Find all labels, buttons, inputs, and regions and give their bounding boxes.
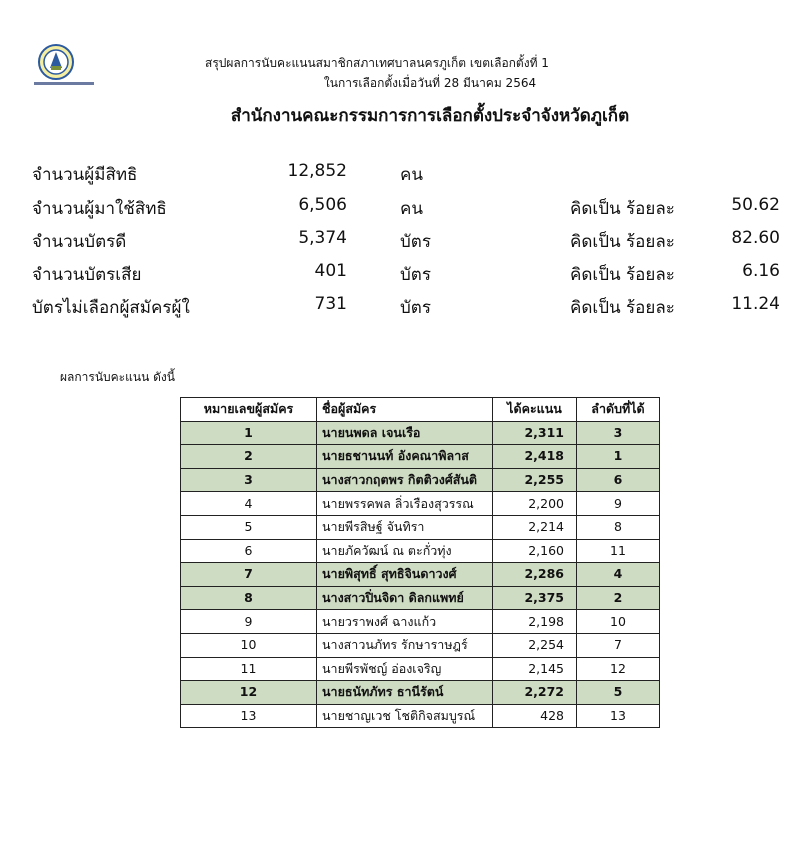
stat-row-turnout — [32, 195, 780, 223]
candidate-name: นายพิสุทธิ์ สุทธิจินดาวงศ์ — [317, 563, 493, 587]
candidate-number: 12 — [181, 681, 317, 705]
candidate-number: 2 — [181, 445, 317, 469]
office-name: สำนักงานคณะกรรมการการเลือกตั้งประจำจังหวัดภูเก็ต — [230, 106, 630, 126]
table-row — [181, 610, 660, 634]
candidate-number: 11 — [181, 657, 317, 681]
stat-row-invalid-ballots — [32, 261, 780, 289]
stat-percent-label: คิดเป็น ร้อยละ — [570, 232, 675, 252]
candidate-number: 7 — [181, 563, 317, 587]
results-table — [180, 397, 660, 728]
stat-label: บัตรไม่เลือกผู้สมัครผู้ใ — [32, 298, 190, 318]
stat-value: 401 — [314, 261, 347, 281]
candidate-votes: 2,286 — [493, 563, 577, 587]
stat-unit: คน — [400, 199, 423, 219]
table-row — [181, 445, 660, 469]
stat-unit: บัตร — [400, 232, 431, 252]
candidate-rank: 8 — [577, 515, 660, 539]
candidate-name: นางสาวนภัทร รักษาราษฎร์ — [317, 633, 493, 657]
table-header-row — [181, 398, 660, 422]
ect-emblem-icon — [34, 40, 94, 90]
candidate-rank: 2 — [577, 586, 660, 610]
candidate-number: 3 — [181, 468, 317, 492]
candidate-rank: 5 — [577, 681, 660, 705]
candidate-votes: 2,311 — [493, 421, 577, 445]
candidate-name: นายพรรคพล ลิ่วเรืองสุวรรณ — [317, 492, 493, 516]
table-row — [181, 421, 660, 445]
candidate-votes: 2,160 — [493, 539, 577, 563]
stat-row-eligible — [32, 161, 772, 189]
table-row — [181, 586, 660, 610]
candidate-rank: 1 — [577, 445, 660, 469]
candidate-votes: 2,214 — [493, 515, 577, 539]
stat-unit: บัตร — [400, 265, 431, 285]
candidate-name: นางสาวกฤตพร กิตติวงศ์สันติ — [317, 468, 493, 492]
candidate-name: นางสาวปิ่นจิดา ดิลกแพทย์ — [317, 586, 493, 610]
candidate-number: 1 — [181, 421, 317, 445]
candidate-rank: 9 — [577, 492, 660, 516]
stat-percent: 11.24 — [731, 294, 780, 314]
candidate-votes: 2,255 — [493, 468, 577, 492]
candidate-votes: 2,418 — [493, 445, 577, 469]
candidate-name: นายพีรสิษฐ์ จันทิรา — [317, 515, 493, 539]
candidate-name: นายนพดล เจนเรือ — [317, 421, 493, 445]
table-row — [181, 492, 660, 516]
candidate-number: 5 — [181, 515, 317, 539]
stat-label: จำนวนบัตรดี — [32, 232, 127, 252]
candidate-name: นายธชานนท์ อังคณาพิลาส — [317, 445, 493, 469]
col-header-votes: ได้คะแนน — [493, 398, 577, 422]
stat-unit: บัตร — [400, 298, 431, 318]
table-row — [181, 633, 660, 657]
candidate-rank: 11 — [577, 539, 660, 563]
table-row — [181, 681, 660, 705]
candidate-number: 13 — [181, 704, 317, 728]
candidate-rank: 4 — [577, 563, 660, 587]
candidate-name: นายวราพงศ์ ฉางแก้ว — [317, 610, 493, 634]
table-row — [181, 563, 660, 587]
candidate-votes: 2,200 — [493, 492, 577, 516]
candidate-rank: 6 — [577, 468, 660, 492]
stat-value: 12,852 — [287, 161, 347, 181]
candidate-number: 4 — [181, 492, 317, 516]
candidate-rank: 10 — [577, 610, 660, 634]
candidate-rank: 13 — [577, 704, 660, 728]
stat-row-no-vote-ballots — [32, 294, 780, 322]
candidate-number: 8 — [181, 586, 317, 610]
stat-row-valid-ballots — [32, 228, 780, 256]
candidate-votes: 2,272 — [493, 681, 577, 705]
candidate-name: นายพีรพัชญ์ อ่องเจริญ — [317, 657, 493, 681]
candidate-number: 10 — [181, 633, 317, 657]
candidate-votes: 2,145 — [493, 657, 577, 681]
candidate-rank: 3 — [577, 421, 660, 445]
stat-label: จำนวนผู้มีสิทธิ — [32, 165, 138, 185]
stat-label: จำนวนบัตรเสีย — [32, 265, 142, 285]
candidate-name: นายธนัทภัทร ธานีรัตน์ — [317, 681, 493, 705]
candidate-name: นายชาญเวช โชติกิจสมบูรณ์ — [317, 704, 493, 728]
election-date: ในการเลือกตั้งเมื่อวันที่ 28 มีนาคม 2564 — [323, 76, 537, 90]
candidate-rank: 12 — [577, 657, 660, 681]
stat-value: 6,506 — [298, 195, 347, 215]
candidate-number: 6 — [181, 539, 317, 563]
stat-percent: 6.16 — [742, 261, 780, 281]
stat-percent: 50.62 — [731, 195, 780, 215]
col-header-name: ชื่อผู้สมัคร — [317, 398, 493, 422]
col-header-rank: ลำดับที่ได้ — [577, 398, 660, 422]
report-title: สรุปผลการนับคะแนนสมาชิกสภาเทศบาลนครภูเก็ต เขตเลือกตั้งที่ 1 — [205, 56, 549, 70]
stat-unit: คน — [400, 165, 423, 185]
table-row — [181, 704, 660, 728]
candidate-votes: 2,375 — [493, 586, 577, 610]
stat-label: จำนวนผู้มาใช้สิทธิ — [32, 199, 167, 219]
col-header-number: หมายเลขผู้สมัคร — [181, 398, 317, 422]
candidate-number: 9 — [181, 610, 317, 634]
stat-value: 731 — [314, 294, 347, 314]
candidate-rank: 7 — [577, 633, 660, 657]
table-row — [181, 539, 660, 563]
table-row — [181, 657, 660, 681]
stat-percent: 82.60 — [731, 228, 780, 248]
stat-percent-label: คิดเป็น ร้อยละ — [570, 199, 675, 219]
table-row — [181, 468, 660, 492]
stat-percent-label: คิดเป็น ร้อยละ — [570, 298, 675, 318]
table-row — [181, 515, 660, 539]
stat-value: 5,374 — [298, 228, 347, 248]
candidate-name: นายภัควัฒน์ ณ ตะกั่วทุ่ง — [317, 539, 493, 563]
stat-percent-label: คิดเป็น ร้อยละ — [570, 265, 675, 285]
results-intro: ผลการนับคะแนน ดังนี้ — [60, 370, 175, 384]
candidate-votes: 428 — [493, 704, 577, 728]
candidate-votes: 2,254 — [493, 633, 577, 657]
candidate-votes: 2,198 — [493, 610, 577, 634]
